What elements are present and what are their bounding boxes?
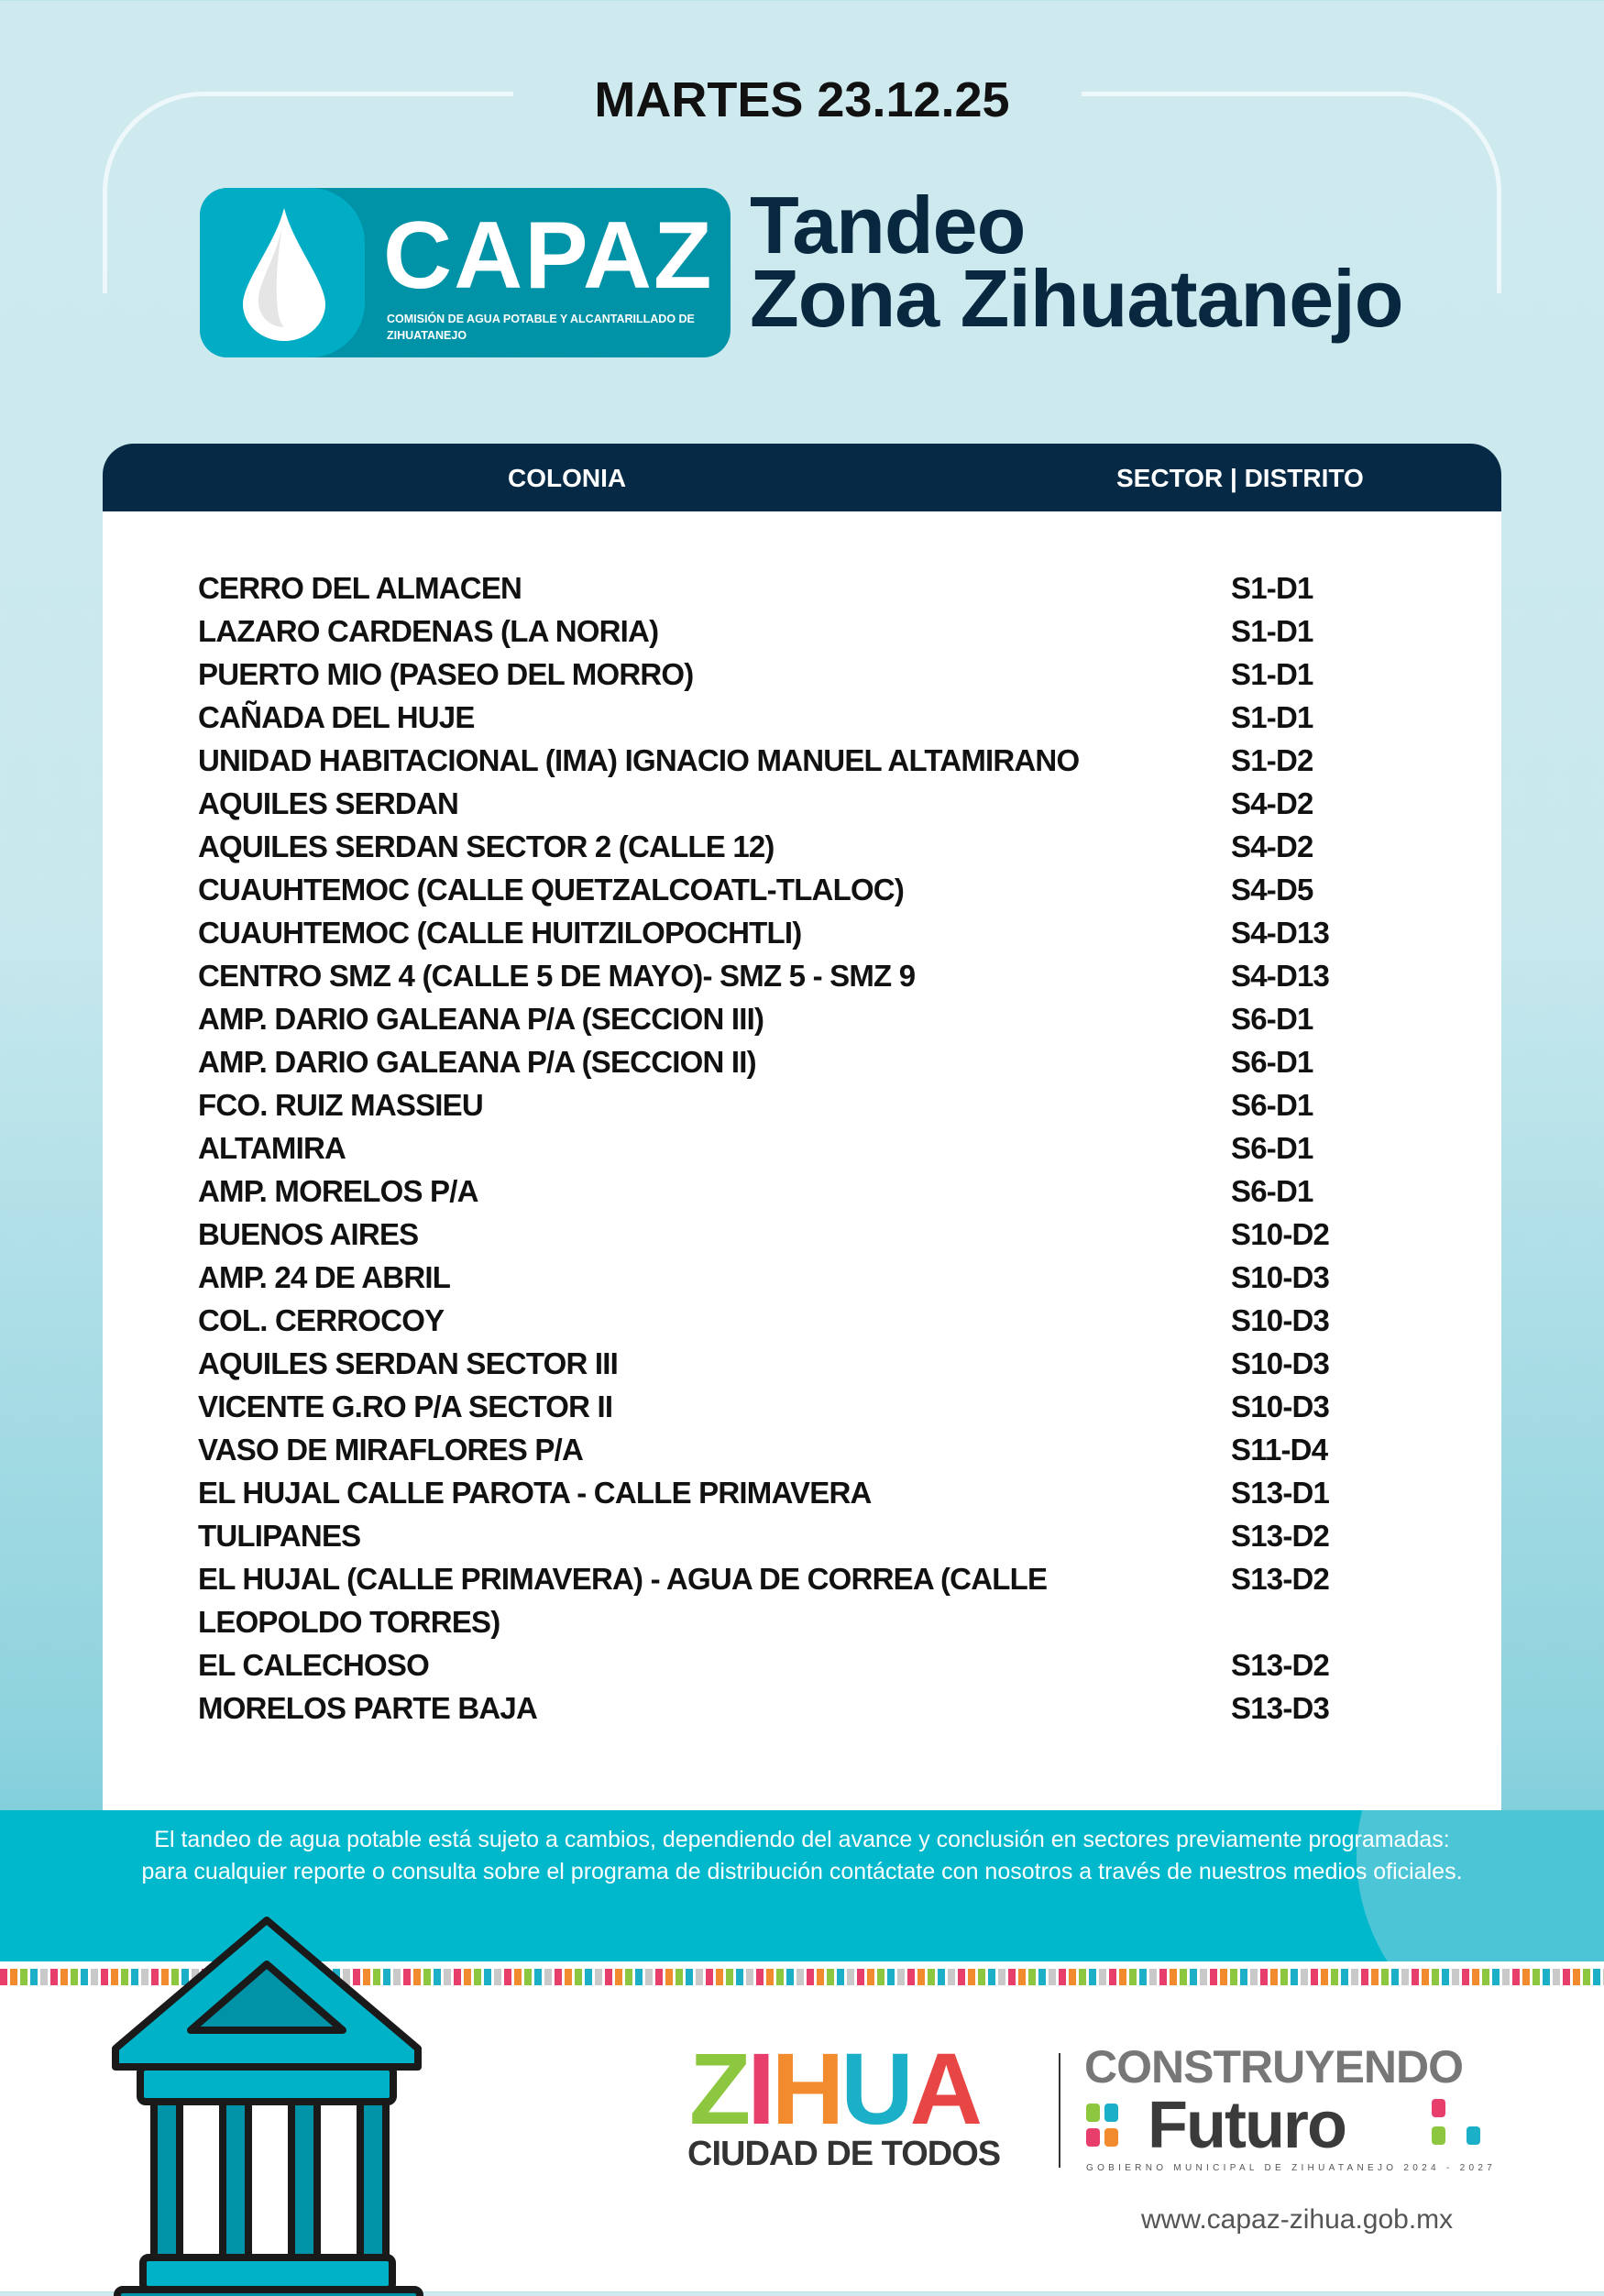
gobierno-text: GOBIERNO MUNICIPAL DE ZIHUATANEJO 2024 - 2027	[1086, 2163, 1497, 2173]
decorative-square	[1432, 2099, 1445, 2117]
table-row	[198, 1514, 1390, 1557]
zihua-letter: U	[840, 2033, 910, 2146]
government-building-icon	[108, 1911, 576, 2296]
decorative-square	[1467, 2126, 1480, 2145]
sector-cell: S4-D2	[1231, 829, 1313, 863]
colonia-cell: BUENOS AIRES	[198, 1217, 419, 1251]
website-link[interactable]: www.capaz-zihua.gob.mx	[1141, 2204, 1454, 2235]
table-row	[198, 911, 1390, 954]
water-drop-icon	[238, 208, 330, 341]
colonia-cell: TULIPANES	[198, 1519, 361, 1553]
table-row	[198, 1299, 1390, 1342]
header-colonia: COLONIA	[508, 464, 627, 492]
colonia-cell: CUAUHTEMOC (CALLE HUITZILOPOCHTLI)	[198, 916, 802, 950]
zihua-logo	[689, 2033, 980, 2146]
capaz-logo	[200, 188, 731, 357]
table-row	[198, 739, 1390, 782]
sector-cell: S1-D1	[1231, 700, 1313, 734]
table-row	[198, 997, 1390, 1040]
construyendo-text: CONSTRUYENDO	[1084, 2041, 1464, 2093]
table-row	[198, 1471, 1390, 1514]
sector-cell: S6-D1	[1231, 1045, 1313, 1079]
colonia-cell: AQUILES SERDAN SECTOR 2 (CALLE 12)	[198, 829, 775, 863]
table-row	[198, 1385, 1390, 1428]
colonia-cell: AQUILES SERDAN SECTOR III	[198, 1346, 618, 1380]
colonia-cell: PUERTO MIO (PASEO DEL MORRO)	[198, 657, 694, 691]
colonia-cell: CENTRO SMZ 4 (CALLE 5 DE MAYO)- SMZ 5 - SMZ 9	[198, 959, 916, 993]
table-row	[198, 1083, 1390, 1126]
sector-cell: S1-D1	[1231, 614, 1313, 648]
colonia-cell: EL HUJAL (CALLE PRIMAVERA) - AGUA DE CORREA (CALLE LEOPOLDO TORRES)	[198, 1562, 1048, 1639]
sector-cell: S10-D3	[1231, 1260, 1330, 1294]
colonia-cell: LAZARO CARDENAS (LA NORIA)	[198, 614, 659, 648]
sector-cell: S4-D13	[1231, 916, 1330, 950]
table-row	[198, 1256, 1390, 1299]
table-row	[198, 954, 1390, 997]
colonia-cell: AMP. MORELOS P/A	[198, 1174, 478, 1208]
colonia-cell: VICENTE G.RO P/A SECTOR II	[198, 1390, 613, 1423]
sector-cell: S6-D1	[1231, 1131, 1313, 1165]
sector-cell: S13-D2	[1231, 1519, 1330, 1553]
sector-cell: S1-D1	[1231, 571, 1313, 605]
table-row	[198, 1686, 1390, 1730]
title-line-1: Tandeo	[750, 180, 1026, 270]
sector-cell: S13-D2	[1231, 1648, 1330, 1682]
sector-cell: S6-D1	[1231, 1002, 1313, 1036]
sector-cell: S10-D3	[1231, 1303, 1330, 1337]
colonia-cell: CUAUHTEMOC (CALLE QUETZALCOATL-TLALOC)	[198, 873, 905, 906]
table-body	[198, 566, 1390, 1730]
table-row	[198, 1170, 1390, 1213]
table-row	[198, 696, 1390, 739]
table-row	[198, 1342, 1390, 1385]
sector-cell: S11-D4	[1231, 1433, 1328, 1467]
table-row	[198, 868, 1390, 911]
colonia-cell: CAÑADA DEL HUJE	[198, 700, 475, 734]
sector-cell: S10-D3	[1231, 1390, 1330, 1423]
table-row	[198, 610, 1390, 653]
decorative-square	[1104, 2104, 1118, 2122]
table-row	[198, 1557, 1390, 1643]
decorative-square	[1104, 2128, 1118, 2147]
table-row	[198, 566, 1390, 610]
table-header	[103, 444, 1501, 511]
zihua-letter: A	[909, 2033, 980, 2146]
page-title	[750, 180, 1403, 344]
sector-cell: S10-D2	[1231, 1217, 1330, 1251]
colonia-cell: AMP. 24 DE ABRIL	[198, 1260, 451, 1294]
colonia-cell: EL CALECHOSO	[198, 1648, 429, 1682]
colonia-cell: VASO DE MIRAFLORES P/A	[198, 1433, 583, 1467]
table-row	[198, 1213, 1390, 1256]
table-row	[198, 653, 1390, 696]
zihua-letter: H	[771, 2033, 841, 2146]
table-row	[198, 1040, 1390, 1083]
sector-cell: S13-D2	[1231, 1562, 1330, 1596]
colonia-cell: AMP. DARIO GALEANA P/A (SECCION II)	[198, 1045, 756, 1079]
colonia-cell: EL HUJAL CALLE PAROTA - CALLE PRIMAVERA	[198, 1476, 872, 1510]
sector-cell: S10-D3	[1231, 1346, 1330, 1380]
sector-cell: S6-D1	[1231, 1088, 1313, 1122]
table-row	[198, 782, 1390, 825]
date-heading: MARTES 23.12.25	[594, 72, 1010, 127]
colonia-cell: CERRO DEL ALMACEN	[198, 571, 522, 605]
table-row	[198, 1643, 1390, 1686]
colonia-cell: AMP. DARIO GALEANA P/A (SECCION III)	[198, 1002, 764, 1036]
zihua-letter: I	[747, 2033, 772, 2146]
sector-cell: S4-D5	[1231, 873, 1313, 906]
zihua-tagline: CIUDAD DE TODOS	[687, 2135, 1001, 2173]
logo-divider	[1059, 2053, 1060, 2168]
sector-cell: S4-D2	[1231, 786, 1313, 820]
decorative-square	[1432, 2126, 1445, 2145]
sector-cell: S4-D13	[1231, 959, 1330, 993]
table-row	[198, 1428, 1390, 1471]
futuro-text: Futuro	[1148, 2089, 1346, 2162]
header-sector: SECTOR | DISTRITO	[1116, 464, 1364, 492]
title-line-2: Zona Zihuatanejo	[750, 253, 1403, 344]
colonia-cell: FCO. RUIZ MASSIEU	[198, 1088, 483, 1122]
zihua-letter: Z	[689, 2033, 748, 2146]
sector-cell: S6-D1	[1231, 1174, 1313, 1208]
colonia-cell: AQUILES SERDAN	[198, 786, 458, 820]
sector-cell: S1-D2	[1231, 743, 1313, 777]
sector-cell: S1-D1	[1231, 657, 1313, 691]
table-row	[198, 1126, 1390, 1170]
colonia-cell: UNIDAD HABITACIONAL (IMA) IGNACIO MANUEL ALTAMIRANO	[198, 743, 1080, 777]
decorative-square	[1086, 2104, 1100, 2122]
logo-name: CAPAZ	[383, 203, 714, 309]
colonia-cell: ALTAMIRA	[198, 1131, 346, 1165]
logo-subtitle: COMISIÓN DE AGUA POTABLE Y ALCANTARILLADO DE ZIHUATANEJO	[387, 313, 695, 342]
table-row	[198, 825, 1390, 868]
colonia-cell: MORELOS PARTE BAJA	[198, 1691, 538, 1725]
decorative-square	[1086, 2128, 1100, 2147]
notice-text: El tandeo de agua potable está sujeto a cambios, dependiendo del avance y conclusión en sectores previamente programadas: para cualquier reporte o consulta sobre el programa de distribución contáctate con nosotros a través de nuestros medios oficiales.	[141, 1827, 1463, 1884]
schedule-table	[103, 444, 1501, 1810]
sector-cell: S13-D3	[1231, 1691, 1330, 1725]
colonia-cell: COL. CERROCOY	[198, 1303, 445, 1337]
sector-cell: S13-D1	[1231, 1476, 1330, 1510]
